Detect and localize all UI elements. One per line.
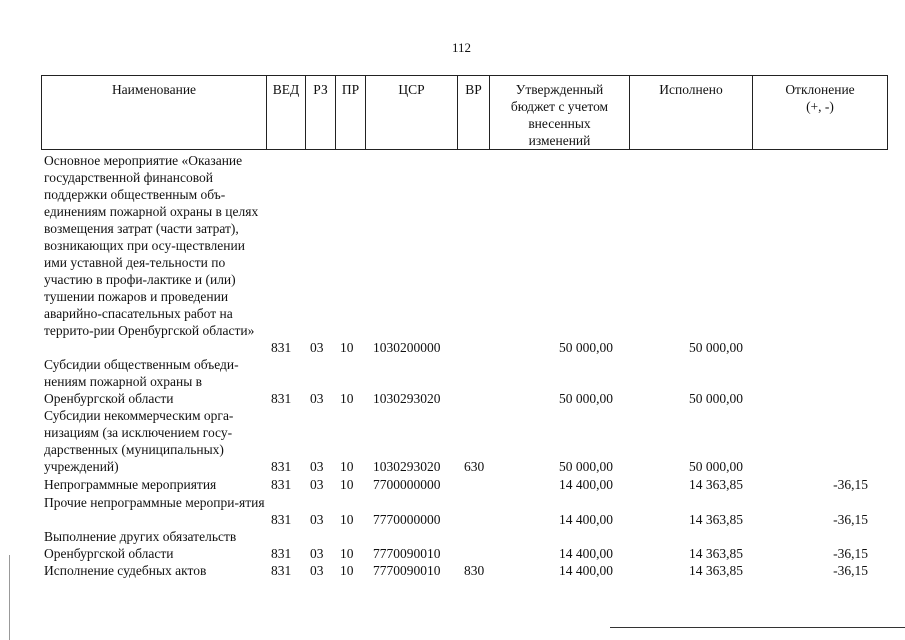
row-csr: 1030293020 [373, 459, 441, 474]
row-ved: 831 [271, 512, 292, 527]
row-pr: 10 [340, 546, 354, 561]
row-rz: 03 [310, 391, 324, 406]
row-budget: 50 000,00 [559, 391, 613, 406]
header-budget: Утвержденный бюджет с учетом внесенных изменений [490, 76, 630, 150]
row-ved: 831 [271, 391, 292, 406]
row-done: 14 363,85 [689, 546, 743, 561]
row-budget: 50 000,00 [559, 340, 613, 355]
row-csr: 7770090010 [373, 563, 441, 578]
header-ved: ВЕД [267, 76, 306, 150]
row-csr: 1030200000 [373, 340, 441, 355]
row-vr: 630 [464, 459, 485, 474]
row-done: 50 000,00 [689, 459, 743, 474]
row-ved: 831 [271, 477, 292, 492]
row-pr: 10 [340, 459, 354, 474]
row-budget: 50 000,00 [559, 459, 613, 474]
row-rz: 03 [310, 546, 324, 561]
row-deviation: -36,15 [833, 563, 868, 578]
row-done: 50 000,00 [689, 340, 743, 355]
header-vr: ВР [458, 76, 490, 150]
row-name: Выполнение других обязательств Оренбургской области [44, 529, 237, 561]
row-name: Прочие непрограммные меропри-ятия [44, 495, 265, 510]
row-budget: 14 400,00 [559, 512, 613, 527]
row-pr: 10 [340, 477, 354, 492]
row-done: 14 363,85 [689, 477, 743, 492]
row-ved: 831 [271, 459, 292, 474]
row-name: Субсидии некоммерческим орга-низациям (за исключением госу-дарственных (муниципальных) учреждений) [44, 408, 234, 474]
row-name: Непрограммные мероприятия [44, 477, 217, 492]
row-rz: 03 [310, 477, 324, 492]
row-name: Исполнение судебных актов [44, 563, 207, 578]
row-budget: 14 400,00 [559, 563, 613, 578]
row-rz: 03 [310, 512, 324, 527]
row-ved: 831 [271, 563, 292, 578]
table-header [41, 75, 888, 150]
row-pr: 10 [340, 340, 354, 355]
header-deviation: Отклонение (+, -) [753, 76, 888, 150]
row-deviation: -36,15 [833, 546, 868, 561]
row-deviation: -36,15 [833, 477, 868, 492]
row-rz: 03 [310, 340, 324, 355]
row-budget: 14 400,00 [559, 546, 613, 561]
header-done: Исполнено [630, 76, 753, 150]
row-done: 50 000,00 [689, 391, 743, 406]
page-number: 112 [452, 40, 472, 55]
scan-rule [610, 627, 905, 628]
row-csr: 7770000000 [373, 512, 441, 527]
row-name: Основное мероприятие «Оказание государственной финансовой поддержки общественным объ-единениям пожарной охраны в целях возмещения затрат (части затрат), возникающих при осу-ществлении ими уставной дея-тельности по участию в профи-лактике и (или) тушении пожаров и проведении аварийно-спасательных работ на террито-рии Оренбургской области» [44, 153, 259, 338]
row-pr: 10 [340, 563, 354, 578]
row-done: 14 363,85 [689, 512, 743, 527]
row-csr: 7700000000 [373, 477, 441, 492]
header-pr: ПР [336, 76, 366, 150]
row-csr: 7770090010 [373, 546, 441, 561]
row-vr: 830 [464, 563, 485, 578]
row-rz: 03 [310, 459, 324, 474]
header-rz: РЗ [306, 76, 336, 150]
row-rz: 03 [310, 563, 324, 578]
row-done: 14 363,85 [689, 563, 743, 578]
header-name: Наименование [42, 76, 267, 150]
row-pr: 10 [340, 512, 354, 527]
row-csr: 1030293020 [373, 391, 441, 406]
row-name: Субсидии общественным объеди-нениям пожарной охраны в Оренбургской области [44, 357, 239, 406]
row-deviation: -36,15 [833, 512, 868, 527]
row-ved: 831 [271, 546, 292, 561]
scan-edge [9, 555, 10, 640]
row-pr: 10 [340, 391, 354, 406]
row-ved: 831 [271, 340, 292, 355]
header-csr: ЦСР [366, 76, 458, 150]
row-budget: 14 400,00 [559, 477, 613, 492]
